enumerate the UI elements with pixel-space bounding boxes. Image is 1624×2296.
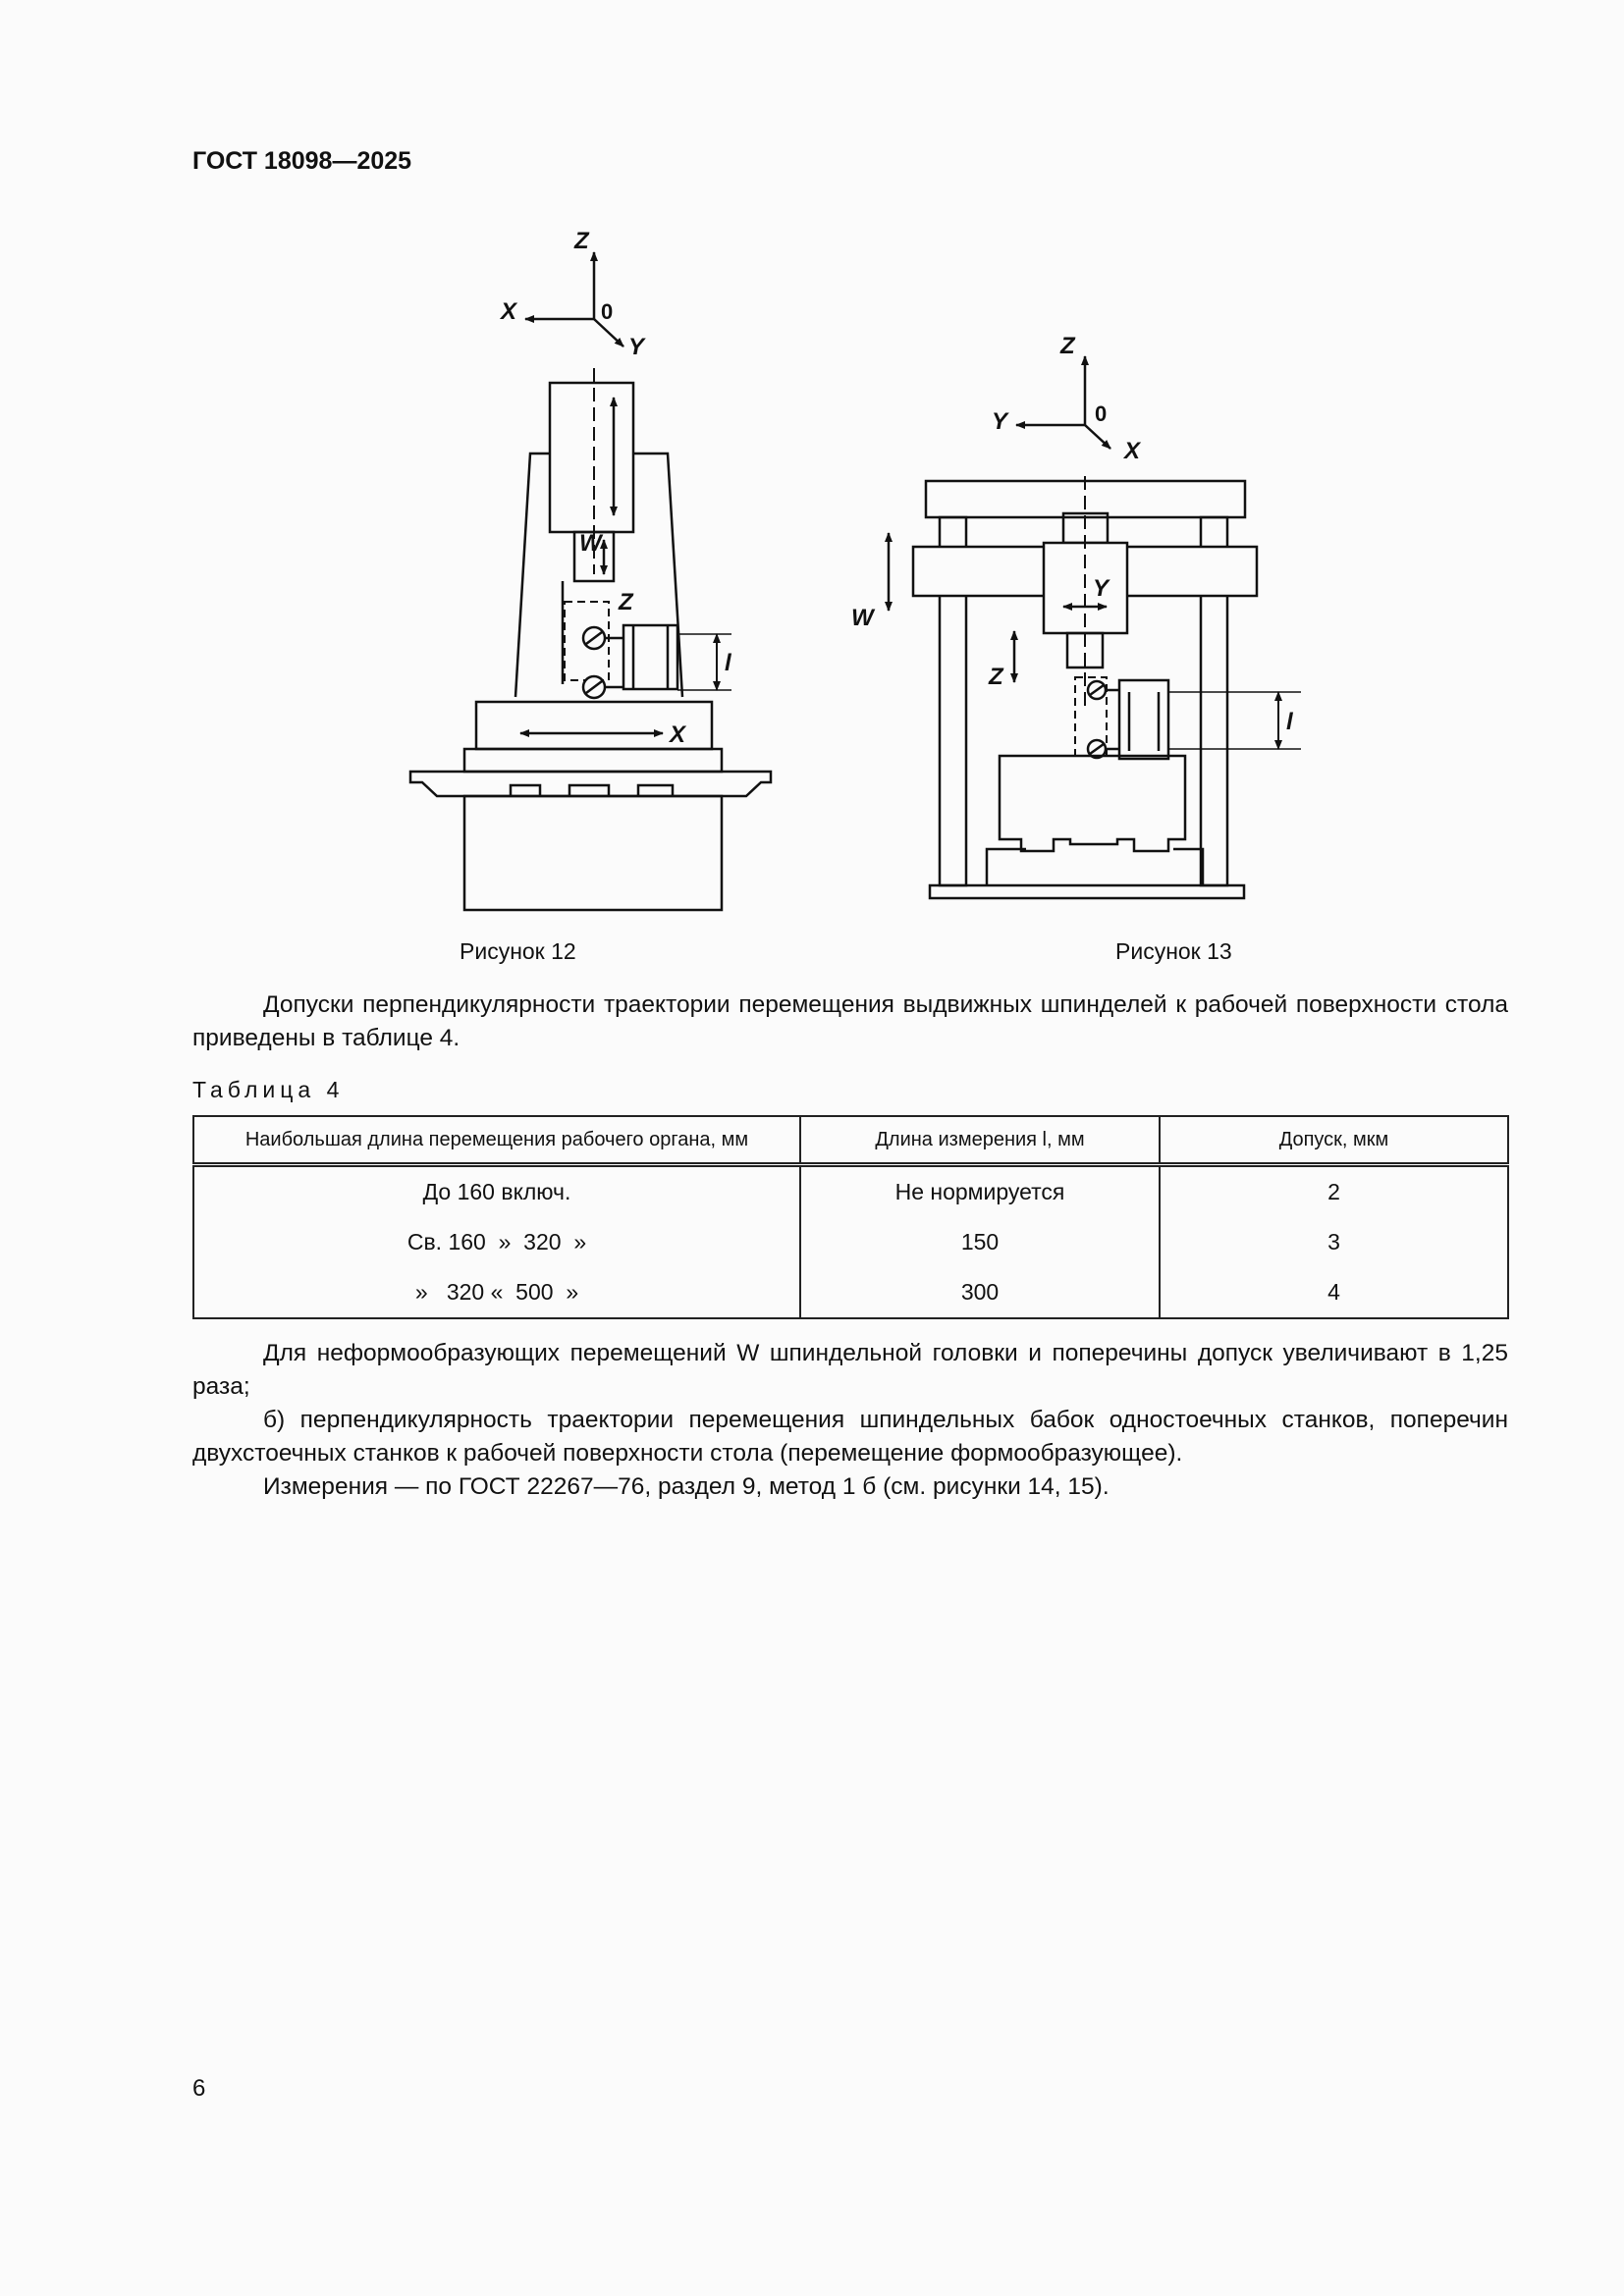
table-cell: 2 bbox=[1160, 1165, 1508, 1218]
table-cell: 4 bbox=[1160, 1267, 1508, 1318]
fig12-axis-x: X bbox=[501, 298, 517, 325]
table-cell: » 320 « 500 » bbox=[193, 1267, 800, 1318]
table-4 bbox=[192, 1115, 1509, 1319]
table-cell: 300 bbox=[800, 1267, 1160, 1318]
fig13-axis-y: Y bbox=[992, 408, 1008, 435]
table-row bbox=[193, 1267, 1508, 1318]
figure-13-diagram bbox=[839, 329, 1293, 908]
fig13-label-w: W bbox=[851, 605, 874, 631]
table-header-cell: Наибольшая длина перемещения рабочего органа, мм bbox=[193, 1116, 800, 1165]
table-cell: 3 bbox=[1160, 1217, 1508, 1267]
table-label: Таблица 4 bbox=[192, 1077, 345, 1102]
table-row bbox=[193, 1217, 1508, 1267]
fig12-label-z: Z bbox=[619, 589, 633, 615]
fig13-axis-x: X bbox=[1124, 438, 1141, 464]
fig13-label-z: Z bbox=[989, 664, 1003, 690]
table-cell: 150 bbox=[800, 1217, 1160, 1267]
fig13-label-y: Y bbox=[1093, 575, 1110, 602]
intro-paragraph: Допуски перпендикулярности траектории перемещения выдвижных шпинделей к рабочей поверхности стола приведены в таблице 4. bbox=[192, 991, 1508, 1051]
paragraph-item-b: б) перпендикулярность траектории перемещения шпиндельных бабок одностоечных станков, поперечин двухстоечных станков к рабочей поверхности стола (перемещение формообразующее). bbox=[192, 1407, 1508, 1467]
table-cell: Св. 160 » 320 » bbox=[193, 1217, 800, 1267]
table-header-cell: Допуск, мкм bbox=[1160, 1116, 1508, 1165]
table-cell: Не нормируется bbox=[800, 1165, 1160, 1218]
fig12-label-l: l bbox=[725, 650, 731, 676]
fig13-axis-z: Z bbox=[1060, 333, 1075, 359]
figure-12-caption: Рисунок 12 bbox=[460, 938, 576, 964]
paragraph-measurements: Измерения — по ГОСТ 22267—76, раздел 9, метод 1 б (см. рисунки 14, 15). bbox=[263, 1473, 1110, 1500]
fig13-origin: 0 bbox=[1095, 401, 1108, 426]
table-header-cell: Длина измерения l, мм bbox=[800, 1116, 1160, 1165]
paragraph-tolerance: Для неформообразующих перемещений W шпиндельной головки и поперечины допуск увеличивают в 1,25 раза; bbox=[192, 1340, 1508, 1400]
page-number: 6 bbox=[192, 2075, 206, 2102]
fig12-axis-z: Z bbox=[574, 228, 589, 254]
fig12-label-w: W bbox=[579, 530, 602, 557]
document-header: ГОСТ 18098—2025 bbox=[192, 147, 412, 175]
fig13-label-l: l bbox=[1286, 709, 1293, 735]
fig12-origin: 0 bbox=[601, 299, 614, 324]
fig12-label-x: X bbox=[670, 721, 686, 748]
figure-12-diagram bbox=[403, 221, 785, 898]
table-row bbox=[193, 1165, 1508, 1218]
fig12-axis-y: Y bbox=[628, 334, 645, 360]
figure-13-caption: Рисунок 13 bbox=[1115, 938, 1232, 964]
table-cell: До 160 включ. bbox=[193, 1165, 800, 1218]
